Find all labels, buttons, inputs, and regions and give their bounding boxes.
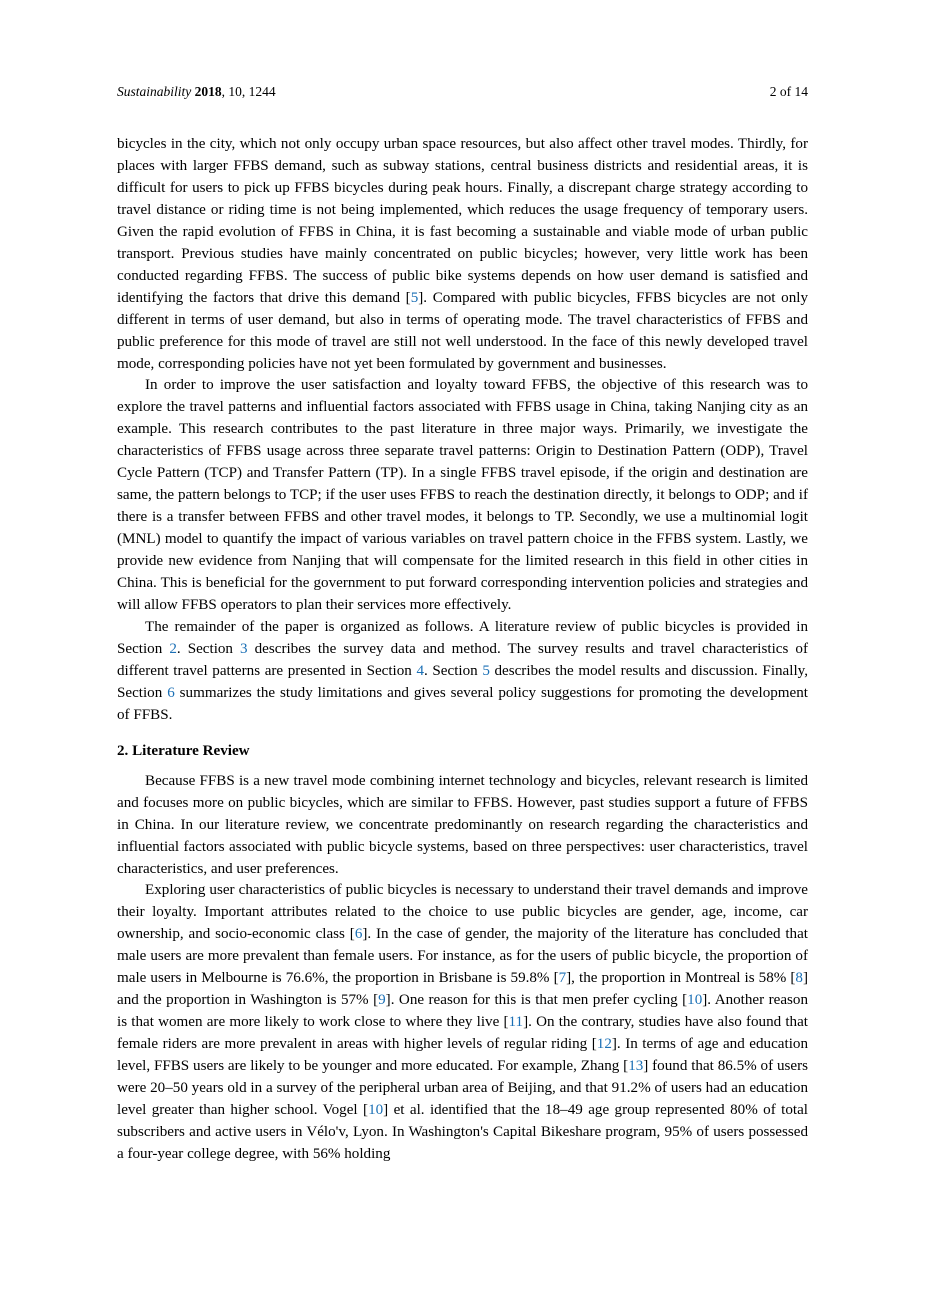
citation-ref-13[interactable]: 13: [628, 1058, 644, 1075]
citation-ref-10b[interactable]: 10: [368, 1101, 384, 1118]
paragraph-text: summarizes the study limitations and gives several policy suggestions for promoting the development of FFBS.: [117, 684, 808, 723]
page-number: 2 of 14: [769, 84, 808, 99]
citation-ref-12[interactable]: 12: [596, 1036, 612, 1053]
paragraph-text: ]. In terms of age and education level, FFBS users are likely to be younger and more educated. For example, Zhang [: [117, 1036, 808, 1075]
citation-ref-8[interactable]: 8: [795, 970, 803, 987]
citation-ref-5[interactable]: 5: [410, 289, 419, 306]
paragraph-literature-intro: Because FFBS is a new travel mode combining internet technology and bicycles, relevant research is limited and focuses more on public bicycles, which are similar to FFBS. However, past studies support a future of FFBS in China. In our literature review, we concentrate predominantly on research regarding the characteristics and influential factors associated with public bicycle systems, based on three perspectives: user characteristics, travel characteristics, and user preferences.: [117, 772, 808, 877]
citation-ref-6[interactable]: 6: [354, 926, 363, 943]
paragraph-user-characteristics: [117, 880, 808, 1165]
section-link-4[interactable]: 4: [416, 662, 425, 679]
paragraph-text: ]. On the contrary, studies have also found that female riders are more prevalent in areas with higher levels of regular riding [: [117, 1014, 808, 1053]
section-heading-literature-review: 2. Literature Review: [117, 742, 250, 759]
paragraph-text: bicycles in the city, which not only occupy urban space resources, but also affect other travel modes. Thirdly, for places with larger FFBS demand, such as subway stations, central business districts and residential areas, it is difficult for users to pick up FFBS bicycles during peak hours. Finally, a discrepant charge strategy according to travel distance or riding time is not being implemented, which reduces the usage frequency of temporary users. Given the rapid evolution of FFBS in China, it is fast becoming a sustainable and viable mode of urban public transport. Previous studies have mainly concentrated on public bicycles; however, very little work has been conducted regarding FFBS. The success of public bike systems depends on how user demand is satisfied and identifying the factors that drive this demand [: [117, 136, 808, 306]
paragraph-text: ] and the proportion in Washington is 57% [: [117, 970, 808, 1009]
paragraph-text: ] et al. identified that the 18–49 age group represented 80% of total subscribers and active users in Vélo'v, Lyon. In Washington's Capital Bikeshare program, 95% of users possessed a four-year college degree, with 56% holding: [117, 1101, 808, 1162]
paragraph-text: ] found that 86.5% of users were 20–50 years old in a survey of the peripheral urban area of Beijing, and that 91.2% of users had an education level greater than higher school. Vogel [: [117, 1058, 808, 1118]
paragraph-text: describes the survey data and method. The survey results and travel characteristics of different travel patterns are presented in Section: [117, 640, 808, 679]
citation-ref-10[interactable]: 10: [687, 992, 703, 1009]
header-citation: Sustainability 2018, 10, 1244: [117, 84, 276, 99]
paragraph-text: . Section: [176, 640, 241, 657]
paragraph-text: describes the model results and discussion. Finally, Section: [117, 662, 808, 701]
section-link-3[interactable]: 3: [240, 640, 248, 657]
section-link-5[interactable]: 5: [482, 662, 490, 679]
paragraph-text: ]. Compared with public bicycles, FFBS bicycles are not only different in terms of user demand, but also in terms of operating mode. The travel characteristics of FFBS and public preference for this mode of travel are still not well understood. In the face of this newly developed travel mode, corresponding policies have not yet been formulated by government and businesses.: [117, 289, 808, 372]
paragraph-text: ]. Another reason is that women are more likely to work close to where they live [: [117, 992, 809, 1031]
page-content: [117, 134, 808, 1166]
journal-name: Sustainability: [117, 84, 192, 99]
page-header: [117, 84, 808, 100]
citation-ref-11[interactable]: 11: [508, 1014, 524, 1031]
paragraph-organization: [117, 617, 808, 727]
paragraph-text: . Section: [424, 662, 483, 679]
paragraph-text: Exploring user characteristics of public bicycles is necessary to understand their travel demands and improve their loyalty. Important attributes related to the choice to use public bicycles are gender, age, income, car ownership, and socio-economic class [: [117, 882, 808, 943]
citation-ref-7[interactable]: 7: [558, 970, 567, 987]
paragraph-text: ]. One reason for this is that men prefer cycling [: [385, 992, 688, 1009]
journal-article-number: 1244: [248, 84, 276, 99]
paragraph-text: ]. In the case of gender, the majority of the literature has concluded that male users are more prevalent than female users. For instance, as for the users of public bicycle, the proportion of male users in Melbourne is 76.6%, the proportion in Brisbane is 59.8% [: [117, 926, 809, 987]
citation-ref-9[interactable]: 9: [378, 992, 386, 1009]
paragraph-continued: [117, 134, 808, 375]
paragraph-text: ], the proportion in Montreal is 58% [: [566, 970, 796, 987]
section-link-6[interactable]: 6: [167, 684, 175, 701]
journal-volume: 10: [228, 84, 242, 99]
paragraph-text: The remainder of the paper is organized as follows. A literature review of public bicycles is provided in Section: [117, 618, 808, 657]
paragraph-objective: In order to improve the user satisfaction and loyalty toward FFBS, the objective of this research was to explore the travel patterns and influential factors associated with FFBS usage in China, taking Nanjing city as an example. This research contributes to the past literature in three major ways. Primarily, we investigate the characteristics of FFBS usage across three separate travel patterns: Origin to Destination Pattern (ODP), Travel Cycle Pattern (TCP) and Transfer Pattern (TP). In a single FFBS travel episode, if the origin and destination are same, the pattern belongs to TCP; if the user uses FFBS to reach the destination directly, it belongs to ODP; and if there is a transfer between FFBS and other travel modes, it belongs to TP. Secondly, we use a multinomial logit (MNL) model to quantify the impact of various variables on travel pattern choice in the FFBS system. Lastly, we provide new evidence from Nanjing that will compensate for the limited research in this field in other cities in China. This is beneficial for the government to put forward corresponding intervention policies and strategies and will allow FFBS operators to plan their services more effectively.: [117, 377, 808, 614]
journal-year: 2018: [194, 84, 222, 99]
section-link-2[interactable]: 2: [169, 640, 177, 657]
